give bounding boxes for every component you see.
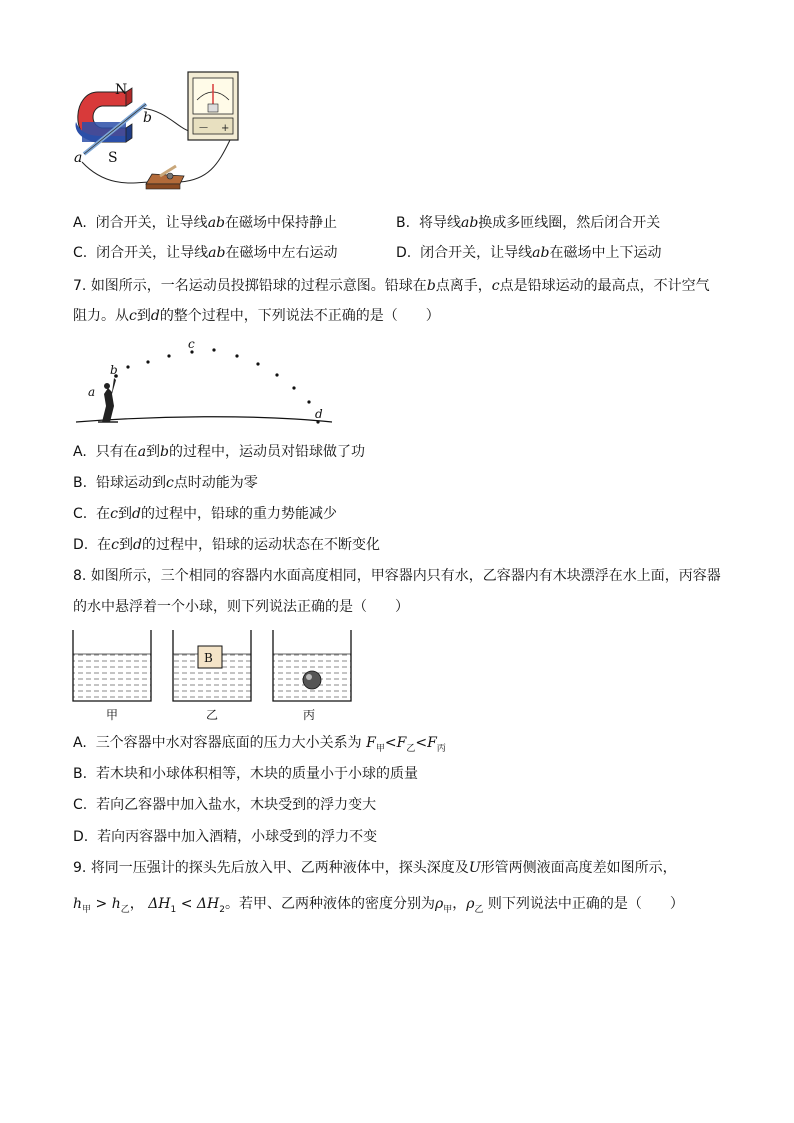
q6-option-a[interactable]: A. 闭合开关，让导线ab在磁场中保持静止 [73,215,337,231]
svg-text:+: + [221,123,230,134]
shot-put-trajectory-figure [74,336,334,428]
caption-yi: 乙 [206,708,219,722]
caption-bing: 丙 [303,708,316,722]
label-d: d [315,407,323,421]
q7-option-a[interactable]: A. 只有在a到b的过程中，运动员对铅球做了功 [73,444,366,460]
label-b: b [143,110,152,126]
q8-stem-line1: 8. 如图所示，三个相同的容器内水面高度相同，甲容器内只有水，乙容器内有木块漂浮在水上面，丙容器 [73,568,721,584]
q8-stem-line2: 的水中悬浮着一个小球，则下列说法正确的是（ ） [73,599,409,615]
label-b: b [110,363,118,377]
label-a: a [74,150,83,166]
label-a: a [88,385,96,399]
q8-option-a[interactable]: A. 三个容器中水对容器底面的压力大小关系为 $F_甲<F_乙<F_丙$ [73,735,446,754]
label-s: S [108,150,118,166]
label-n: N [115,82,128,98]
q7-stem-line2: 阻力。从c到d的整个过程中，下列说法不正确的是（ ） [73,308,440,324]
q6-option-b[interactable]: B. 将导线ab换成多匝线圈，然后闭合开关 [396,215,661,231]
q8-option-d[interactable]: D. 若向丙容器中加入酒精，小球受到的浮力不变 [73,829,378,845]
q9-stem-line1: 9. 将同一压强计的探头先后放入甲、乙两种液体中，探头深度及U形管两侧液面高度差如图所示， [73,860,677,876]
q9-stem-line2: $h_甲 > h_乙$， $\Delta H_1 < \Delta H_2$。若甲、乙两种液体的密度分别为$\rho_甲$，$\rho_乙$ 则下列说法中正确的是（ ） [73,896,684,915]
q7-stem-line1: 7. 如图所示，一名运动员投掷铅球的过程示意图。铅球在b点离手，c点是铅球运动的最高点，不计空气 [73,278,710,294]
label-c: c [188,337,195,351]
q7-option-c[interactable]: C. 在c到d的过程中，铅球的重力势能减少 [73,506,337,522]
q6-option-d[interactable]: D. 闭合开关，让导线ab在磁场中上下运动 [396,245,662,261]
q8-option-b[interactable]: B. 若木块和小球体积相等，木块的质量小于小球的质量 [73,766,418,782]
q6-option-c[interactable]: C. 闭合开关，让导线ab在磁场中左右运动 [73,245,338,261]
three-containers-figure [70,628,360,723]
q8-option-c[interactable]: C. 若向乙容器中加入盐水，木块受到的浮力变大 [73,797,377,813]
q7-option-d[interactable]: D. 在c到d的过程中，铅球的运动状态在不断变化 [73,537,380,553]
electromagnetic-induction-figure [68,70,248,195]
block-label: B [204,651,213,665]
q7-option-b[interactable]: B. 铅球运动到c点时动能为零 [73,475,258,491]
svg-text:—: — [199,123,208,133]
caption-jia: 甲 [106,708,119,722]
